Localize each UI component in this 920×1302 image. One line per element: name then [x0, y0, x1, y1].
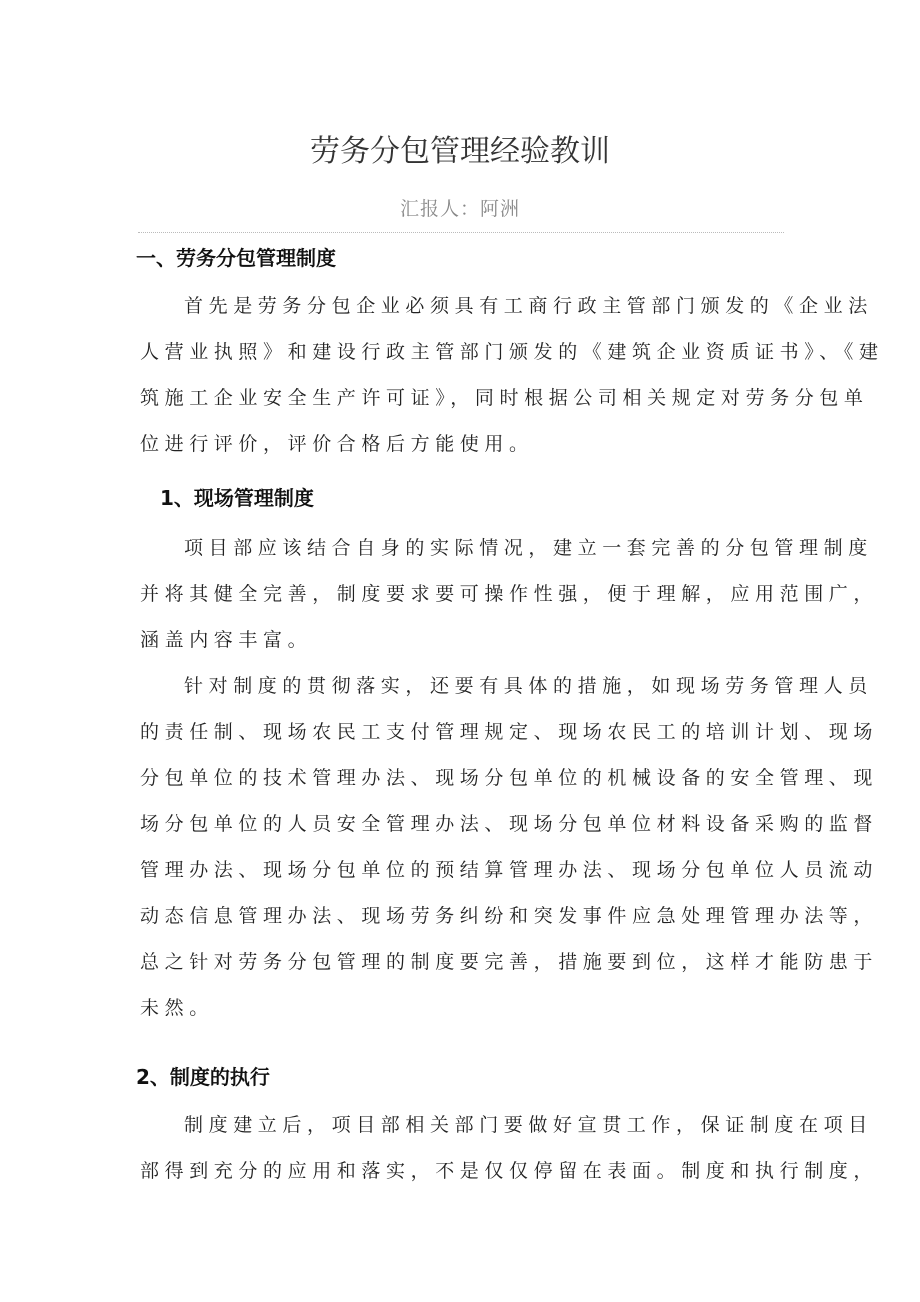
- paragraph-line: 部得到充分的应用和落实，不是仅仅停留在表面。制度和执行制度，: [140, 1160, 879, 1182]
- paragraph-line: 制度建立后，项目部相关部门要做好宣贯工作，保证制度在项目: [184, 1114, 873, 1136]
- paragraph-line: 人营业执照》和建设行政主管部门颁发的《建筑企业资质证书》、《建: [140, 341, 884, 363]
- paragraph-line: 总之针对劳务分包管理的制度要完善，措施要到位，这样才能防患于: [140, 951, 879, 973]
- paragraph-line: 项目部应该结合自身的实际情况，建立一套完善的分包管理制度: [184, 537, 873, 559]
- document-title: 劳务分包管理经验教训: [310, 134, 610, 169]
- paragraph-line: 针对制度的贯彻落实，还要有具体的措施，如现场劳务管理人员: [184, 675, 873, 697]
- paragraph-line: 首先是劳务分包企业必须具有工商行政主管部门颁发的《企业法: [184, 295, 873, 317]
- paragraph-line: 涵盖内容丰富。: [140, 629, 313, 651]
- paragraph-line: 并将其健全完善，制度要求要可操作性强，便于理解，应用范围广，: [140, 583, 879, 605]
- paragraph-line: 筑施工企业安全生产许可证》，同时根据公司相关规定对劳务分包单: [140, 387, 869, 409]
- paragraph-line: 场分包单位的人员安全管理办法、现场分包单位材料设备采购的监督: [140, 813, 879, 835]
- subsection-heading: 1、现场管理制度: [160, 486, 314, 510]
- section-heading: 一、劳务分包管理制度: [136, 246, 336, 270]
- paragraph-line: 管理办法、现场分包单位的预结算管理办法、现场分包单位人员流动: [140, 859, 879, 881]
- reporter: 汇报人：阿洲: [399, 198, 520, 220]
- paragraph-line: 分包单位的技术管理办法、现场分包单位的机械设备的安全管理、现: [140, 767, 879, 789]
- divider: [138, 232, 784, 233]
- paragraph-line: 动态信息管理办法、现场劳务纠纷和突发事件应急处理管理办法等，: [140, 905, 879, 927]
- paragraph-line: 未然。: [140, 997, 214, 1019]
- paragraph-line: 位进行评价，评价合格后方能使用。: [140, 433, 534, 455]
- paragraph-line: 的责任制、现场农民工支付管理规定、现场农民工的培训计划、现场: [140, 721, 879, 743]
- subsection-heading: 2、制度的执行: [136, 1065, 270, 1089]
